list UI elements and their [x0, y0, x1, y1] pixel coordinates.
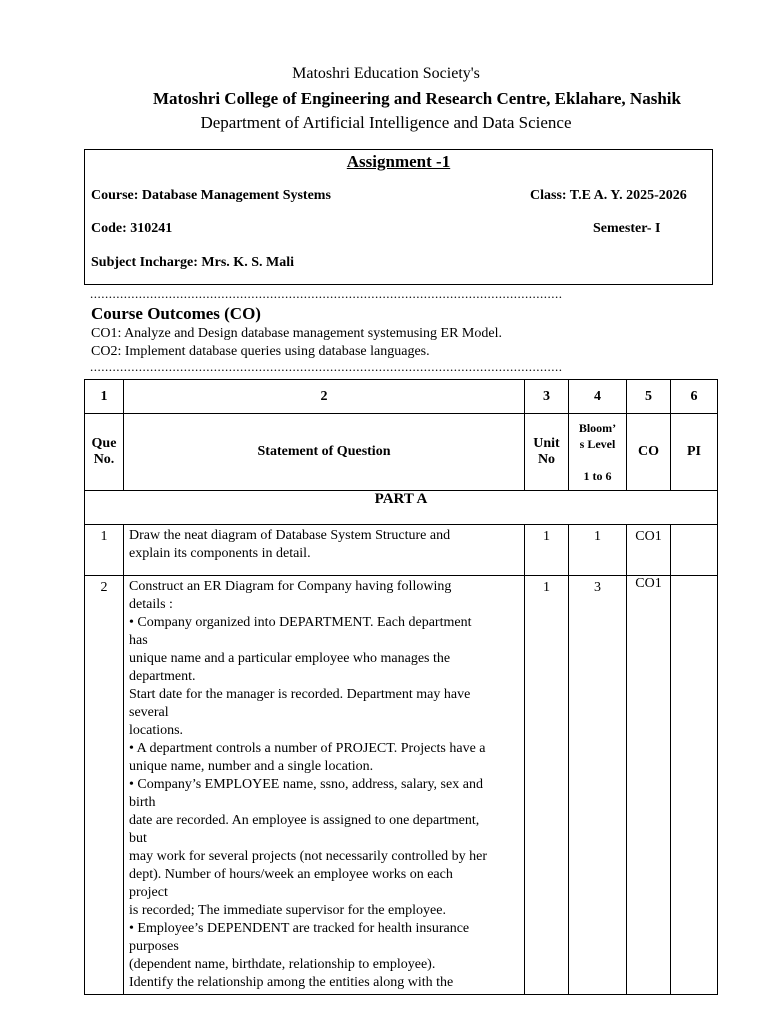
table-row [85, 576, 718, 995]
question-number: 1 [85, 525, 124, 576]
semester: Semester- I [593, 221, 661, 236]
column-number: 5 [627, 380, 671, 414]
course-name: Course: Database Management Systems [91, 188, 331, 203]
que-no-header: Que No. [85, 414, 124, 491]
question-statement: Draw the neat diagram of Database System Structure and explain its components in detail. [124, 525, 525, 576]
question-number: 2 [85, 576, 124, 995]
column-number: 4 [569, 380, 627, 414]
course-outcome: CO1 [627, 576, 671, 995]
column-number: 3 [525, 380, 569, 414]
question-statement: Construct an ER Diagram for Company having following details : • Company organized into DEPARTMENT. Each department has unique name and a particular employee who manages the department. Start date for the manager is recorded. Department may have several locations. • A department controls a number of PROJECT. Projects have a unique name, number and a single location. • Company’s EMPLOYEE name, ssno, address, salary, sex and birth date are recorded. An employee is assigned to one department, but may work for several projects (not necessarily controlled by her dept). Number of hours/week an employee works on each project is recorded; The immediate supervisor for the employee. • Employee’s DEPENDENT are tracked for health insurance purposes (dependent name, birthdate, relationship to employee). Identify the relationship among the entities along with the [124, 576, 525, 995]
course-outcomes-title: Course Outcomes (CO) [91, 304, 261, 323]
co-header: CO [627, 414, 671, 491]
blooms-level-header: Bloom’ s Level 1 to 6 [569, 414, 627, 491]
column-number-row [85, 380, 718, 414]
co2-text: CO2: Implement database queries using database languages. [91, 344, 430, 359]
statement-header: Statement of Question [124, 414, 525, 491]
column-number: 2 [124, 380, 525, 414]
part-a-row [85, 491, 718, 525]
blooms-level: 1 [569, 525, 627, 576]
column-number: 6 [671, 380, 718, 414]
class-year: Class: T.E A. Y. 2025-2026 [530, 188, 687, 203]
pi-value [671, 576, 718, 995]
unit-number: 1 [525, 525, 569, 576]
course-outcome: CO1 [627, 525, 671, 576]
pi-value [671, 525, 718, 576]
department-name: Department of Artificial Intelligence and Data Science [200, 113, 572, 132]
question-table [84, 379, 718, 995]
co1-text: CO1: Analyze and Design database management systemusing ER Model. [91, 326, 502, 341]
unit-number: 1 [525, 576, 569, 995]
blooms-level: 3 [569, 576, 627, 995]
assignment-info-box [84, 149, 713, 285]
part-a-label: PART A [85, 491, 718, 525]
column-number: 1 [85, 380, 124, 414]
pi-header: PI [671, 414, 718, 491]
course-code: Code: 310241 [91, 221, 173, 236]
dotted-separator: .............................................................................................................................. [90, 289, 563, 299]
assignment-title: Assignment -1 [346, 152, 451, 171]
subject-incharge: Subject Incharge: Mrs. K. S. Mali [91, 255, 294, 270]
society-name: Matoshri Education Society's [292, 65, 480, 82]
college-name: Matoshri College of Engineering and Research Centre, Eklahare, Nashik [153, 89, 681, 108]
table-row [85, 525, 718, 576]
unit-no-header: Unit No [525, 414, 569, 491]
header-row [85, 414, 718, 491]
dotted-separator: .............................................................................................................................. [90, 362, 563, 372]
